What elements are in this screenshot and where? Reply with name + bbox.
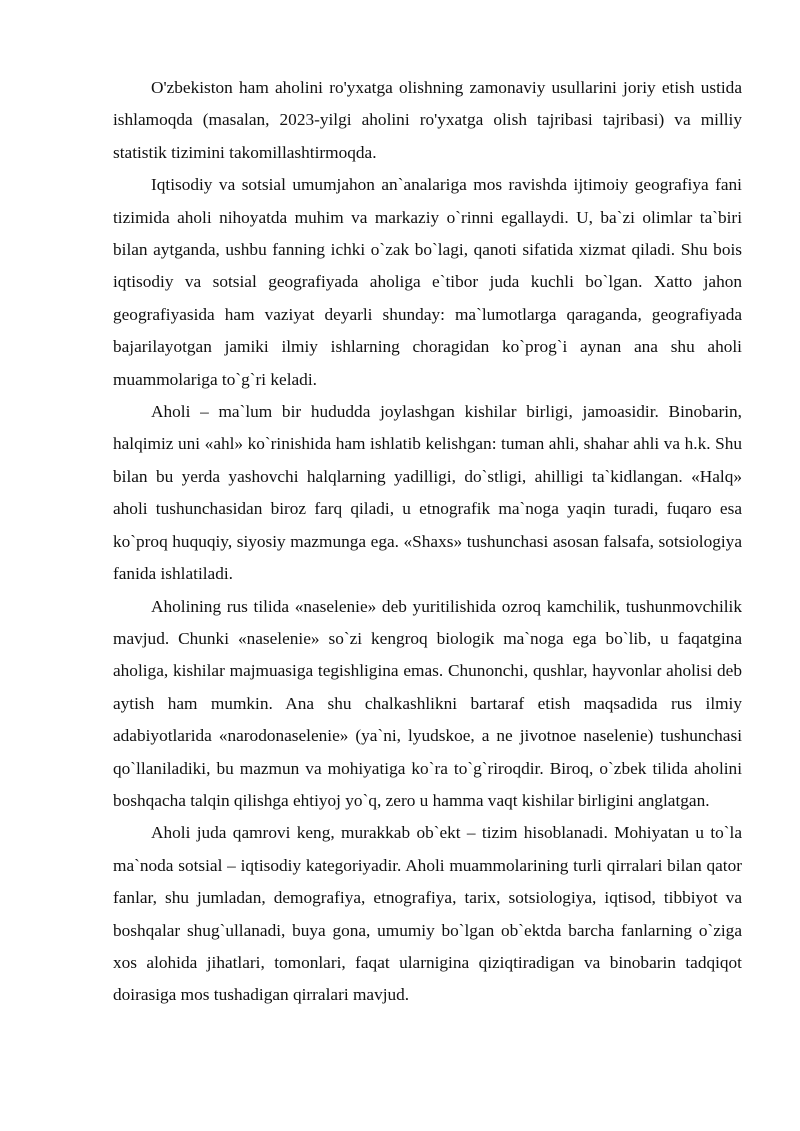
paragraph-naselenie-term: Aholining rus tilida «naselenie» deb yuritilishida ozroq kamchilik, tushunmovchilik mavjud. Chunki «naselenie» so`zi kengroq biologik ma`noga ega bo`lib, u faqatgina aholiga, kishilar majmuasiga tegishligina emas. Chunonchi, qushlar, hayvonlar aholisi deb aytish ham mumkin. Ana shu chalkashlikni bartaraf etish maqsadida rus ilmiy adabiyotlarida «narodonaselenie» (ya`ni, lyudskoe, a ne jivotnoe naselenie) tushunchasi qo`llaniladiki, bu mazmun va mohiyatiga ko`ra to`g`riroqdir. Biroq, o`zbek tilida aholini boshqacha talqin qilishga ehtiyoj yo`q, zero u hamma vaqt kishilar birligini anglatgan. [113,596,742,810]
paragraph-population-system: Aholi juda qamrovi keng, murakkab ob`ekt – tizim hisoblanadi. Mohiyatan u to`la ma`noda sotsial – iqtisodiy kategoriyadir. Aholi muammolarining turli qirralari bilan qator fanlar, shu jumladan, demografiya, etnografiya, tarix, sotsiologiya, iqtisod, tibbiyot va boshqalar shug`ullanadi, buya gona, umumiy bo`lgan ob`ektda barcha fanlarning o`ziga xos alohida jihatlari, tomonlari, faqat ularnigina qiziqtiradigan va binobarin tadqiqot doirasiga mos tushadigan qirralari mavjud. [113,823,742,1005]
document-body [113,72,742,1012]
paragraph-social-geography: Iqtisodiy va sotsial umumjahon an`analariga mos ravishda ijtimoiy geografiya fani tizimida aholi nihoyatda muhim va markaziy o`rinni egallaydi. U, ba`zi olimlar ta`biri bilan aytganda, ushbu fanning ichki o`zak bo`lagi, qanoti sifatida xizmat qiladi. Shu bois iqtisodiy va sotsial geografiyada aholiga e`tibor juda kuchli bo`lgan. Xatto jahon geografiyasida ham vaziyat deyarli shunday: ma`lumotlarga qaraganda, geografiyada bajarilayotgan jamiki ilmiy ishlarning choragidan ko`prog`i aynan ana shu aholi muammolariga to`g`ri keladi. [113,175,742,389]
paragraph-census-modernization: O'zbekiston ham aholini ro'yxatga olishning zamonaviy usullarini joriy etish ustida ishlamoqda (masalan, 2023-yilgi aholini ro'yxatga olish tajribasi tajribasi) va milliy statistik tizimini takomillashtirmoqda. [113,78,742,162]
paragraph-population-definition: Aholi – ma`lum bir hududda joylashgan kishilar birligi, jamoasidir. Binobarin, halqimiz uni «ahl» ko`rinishida ham ishlatib kelishgan: tuman ahli, shahar ahli va h.k. Shu bilan bu yerda yashovchi halqlarning yadilligi, do`stligi, ahilligi ta`kidlangan. «Halq» aholi tushunchasidan biroz farq qiladi, u etnografik ma`noga yaqin turadi, fuqaro esa ko`proq huquqiy, siyosiy mazmunga ega. «Shaxs» tushunchasi asosan falsafa, sotsiologiya fanida ishlatiladi. [113,402,742,584]
